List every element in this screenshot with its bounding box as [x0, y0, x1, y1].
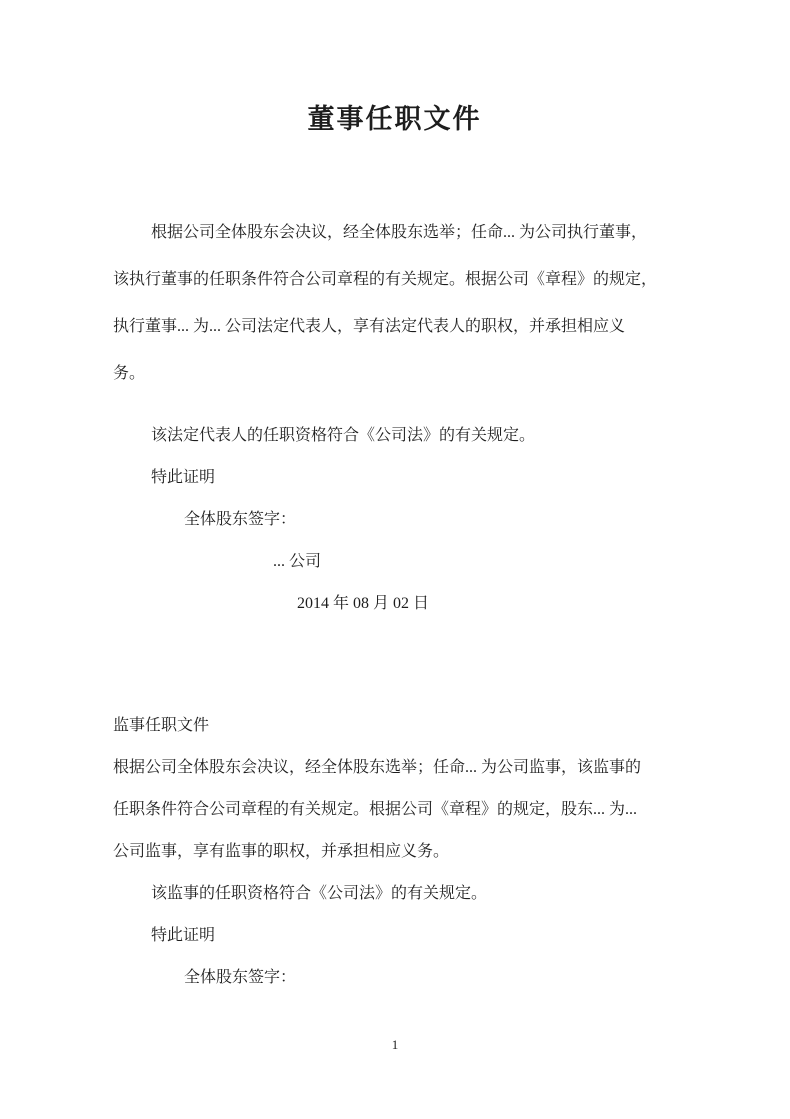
- qualification-line: 该法定代表人的任职资格符合《公司法》的有关规定。: [151, 427, 536, 444]
- company-line: ... 公司: [273, 553, 322, 570]
- director-appointment-paragraph: [113, 209, 676, 397]
- paragraph-line: 务。: [113, 365, 146, 382]
- paragraph-line: 任职条件符合公司章程的有关规定。根据公司《章程》的规定，股东... 为...: [113, 801, 638, 818]
- signature-label: 全体股东签字：: [184, 969, 297, 986]
- paragraph-line: 执行董事... 为... 公司法定代表人，享有法定代表人的职权，并承担相应义: [113, 318, 626, 335]
- paragraph-line: 根据公司全体股东会决议，经全体股东选举；任命... 为公司监事，该监事的: [113, 759, 642, 776]
- document-title: 董事任职文件: [307, 104, 482, 134]
- paragraph-line: 根据公司全体股东会决议，经全体股东选举；任命... 为公司执行董事，: [151, 224, 648, 241]
- director-closing-block: [113, 415, 676, 625]
- qualification-line: 该监事的任职资格符合《公司法》的有关规定。: [151, 885, 488, 902]
- supervisor-appointment-section: [113, 705, 676, 999]
- signature-label: 全体股东签字：: [184, 511, 297, 528]
- section-heading: 监事任职文件: [113, 717, 210, 734]
- paragraph-line: 公司监事，享有监事的职权，并承担相应义务。: [113, 843, 450, 860]
- page-number: 1: [391, 1037, 399, 1052]
- date-line: 2014 年 08 月 02 日: [297, 595, 430, 612]
- certify-line: 特此证明: [151, 927, 216, 944]
- paragraph-line: 该执行董事的任职条件符合公司章程的有关规定。根据公司《章程》的规定，: [113, 271, 658, 288]
- certify-line: 特此证明: [151, 469, 216, 486]
